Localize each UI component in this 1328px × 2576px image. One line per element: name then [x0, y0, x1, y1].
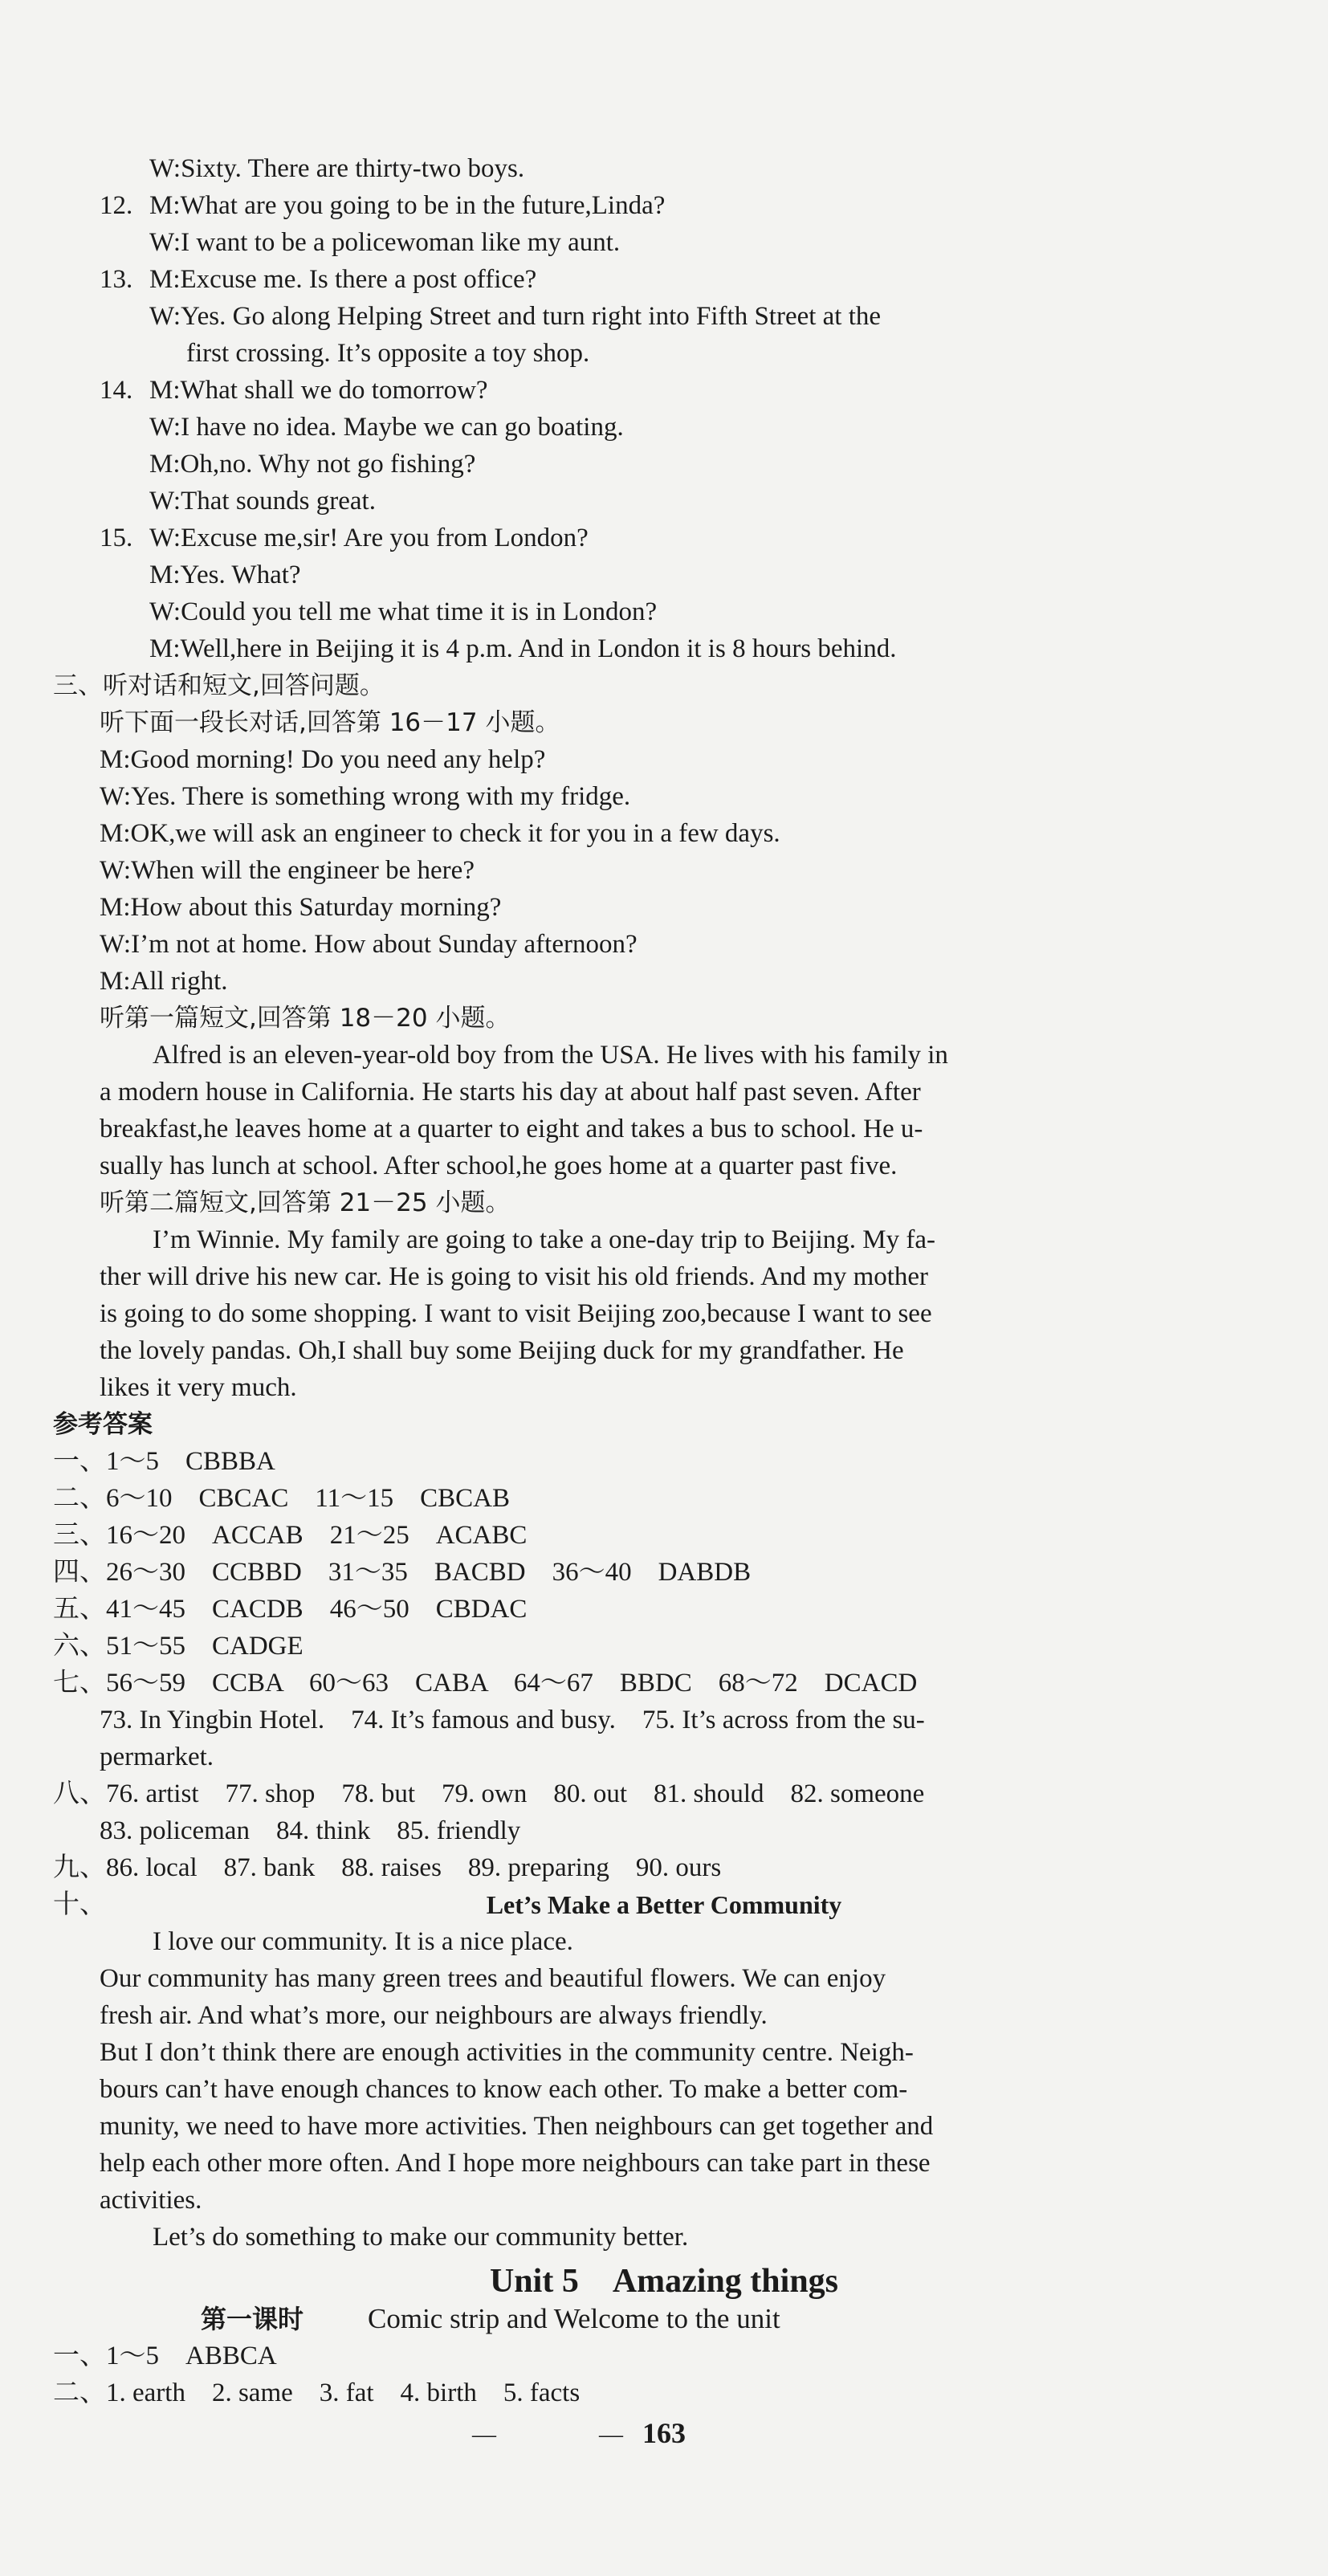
- essay-label: 十、: [53, 1890, 106, 1919]
- answers-heading: 参考答案: [53, 1410, 153, 1439]
- essay-line: Our community has many green trees and beautiful flowers. We can enjoy: [100, 1964, 886, 1993]
- passage-line: Alfred is an eleven-year-old boy from the USA. He lives with his family in: [153, 1041, 948, 1070]
- passage-line: is going to do some shopping. I want to visit Beijing zoo,because I want to see: [100, 1299, 932, 1328]
- passage-line: ther will drive his new car. He is going to visit his old friends. And my mother: [100, 1262, 929, 1291]
- answer-line: 五、41～45 CACDB 46～50 CBDAC: [53, 1595, 528, 1624]
- answer-line: 二、1. earth 2. same 3. fat 4. birth 5. facts: [53, 2378, 580, 2407]
- passage-line: I’m Winnie. My family are going to take a one-day trip to Beijing. My fa-: [153, 1225, 935, 1254]
- dialog-line: W:Yes. There is something wrong with my fridge.: [100, 782, 631, 811]
- passage-line: a modern house in California. He starts his day at about half past seven. After: [100, 1078, 921, 1107]
- dialog-number: 12.: [100, 191, 133, 220]
- subsection-heading: 听下面一段长对话,回答第 16－17 小题。: [100, 708, 560, 737]
- dialog-line: M:How about this Saturday morning?: [100, 893, 502, 922]
- lesson-title: Comic strip and Welcome to the unit: [368, 2303, 780, 2334]
- subsection-heading: 听第二篇短文,回答第 21－25 小题。: [100, 1188, 511, 1217]
- essay-line: activities.: [100, 2186, 202, 2215]
- dialog-number: 13.: [100, 265, 133, 294]
- essay-line: But I don’t think there are enough activities in the community centre. Neigh-: [100, 2038, 914, 2067]
- essay-line: I love our community. It is a nice place.: [153, 1927, 573, 1956]
- dialog-line: M:What shall we do tomorrow?: [149, 376, 488, 405]
- page-number-dash-left: —: [472, 2421, 496, 2448]
- section-heading: 三、听对话和短文,回答问题。: [53, 671, 385, 700]
- dialog-line: W:I want to be a policewoman like my aunt.: [149, 228, 621, 257]
- passage-line: likes it very much.: [100, 1373, 297, 1402]
- page-number-dash-right: —: [599, 2421, 623, 2448]
- essay-line: help each other more often. And I hope more neighbours can take part in these: [100, 2149, 931, 2178]
- essay-line: munity, we need to have more activities. Then neighbours can get together and: [100, 2112, 934, 2141]
- dialog-line: M:Excuse me. Is there a post office?: [149, 265, 537, 294]
- answer-line: 四、26～30 CCBBD 31～35 BACBD 36～40 DABDB: [53, 1558, 752, 1587]
- passage-line: sually has lunch at school. After school,he goes home at a quarter past five.: [100, 1151, 898, 1180]
- dialog-number: 14.: [100, 376, 133, 405]
- dialog-number: 15.: [100, 524, 133, 552]
- dialog-line: W:Excuse me,sir! Are you from London?: [149, 524, 589, 552]
- dialog-line: W:That sounds great.: [149, 487, 376, 516]
- dialog-line: W:When will the engineer be here?: [100, 856, 475, 885]
- essay-line: Let’s do something to make our community better.: [153, 2223, 689, 2252]
- answer-line: 三、16～20 ACCAB 21～25 ACABC: [53, 1521, 528, 1550]
- dialog-line: W:Could you tell me what time it is in London?: [149, 597, 658, 626]
- passage-line: breakfast,he leaves home at a quarter to eight and takes a bus to school. He u-: [100, 1115, 923, 1143]
- answer-line: 一、1～5 CBBBA: [53, 1447, 275, 1476]
- essay-line: fresh air. And what’s more, our neighbours are always friendly.: [100, 2001, 768, 2030]
- essay-line: bours can’t have enough chances to know each other. To make a better com-: [100, 2075, 908, 2104]
- dialog-line: M:Well,here in Beijing it is 4 p.m. And in London it is 8 hours behind.: [149, 634, 897, 663]
- dialog-line: M:What are you going to be in the future,Linda?: [149, 191, 666, 220]
- answer-line: permarket.: [100, 1742, 214, 1771]
- answer-line: 73. In Yingbin Hotel. 74. It’s famous and busy. 75. It’s across from the su-: [100, 1706, 925, 1734]
- essay-title: Let’s Make a Better Community: [486, 1890, 842, 1919]
- passage-line: the lovely pandas. Oh,I shall buy some Beijing duck for my grandfather. He: [100, 1336, 904, 1365]
- answer-line: 一、1～5 ABBCA: [53, 2342, 277, 2370]
- answer-line: 六、51～55 CADGE: [53, 1632, 303, 1661]
- lesson-label: 第一课时: [201, 2304, 304, 2334]
- dialog-line: M:Good morning! Do you need any help?: [100, 745, 546, 774]
- page-number: 163: [642, 2417, 686, 2449]
- answer-line: 83. policeman 84. think 85. friendly: [100, 1816, 521, 1845]
- dialog-line: M:All right.: [100, 967, 228, 996]
- dialog-line: W:I’m not at home. How about Sunday afternoon?: [100, 930, 638, 959]
- dialog-line: M:OK,we will ask an engineer to check it for you in a few days.: [100, 819, 780, 848]
- answer-line: 九、86. local 87. bank 88. raises 89. preparing 90. ours: [53, 1853, 722, 1882]
- subsection-heading: 听第一篇短文,回答第 18－20 小题。: [100, 1004, 511, 1033]
- answer-line: 七、56～59 CCBA 60～63 CABA 64～67 BBDC 68～72 DCACD: [53, 1669, 918, 1698]
- answer-line: 八、76. artist 77. shop 78. but 79. own 80. out 81. should 82. someone: [53, 1779, 925, 1808]
- dialog-line: first crossing. It’s opposite a toy shop.: [186, 339, 590, 368]
- dialog-line: W:Yes. Go along Helping Street and turn right into Fifth Street at the: [149, 302, 882, 331]
- dialog-line: M:Yes. What?: [149, 560, 301, 589]
- dialog-line: W:Sixty. There are thirty-two boys.: [149, 154, 525, 183]
- dialog-line: W:I have no idea. Maybe we can go boating.: [149, 413, 624, 442]
- dialog-line: M:Oh,no. Why not go fishing?: [149, 450, 476, 479]
- answer-line: 二、6～10 CBCAC 11～15 CBCAB: [53, 1484, 511, 1513]
- unit-title: Unit 5 Amazing things: [489, 2263, 839, 2300]
